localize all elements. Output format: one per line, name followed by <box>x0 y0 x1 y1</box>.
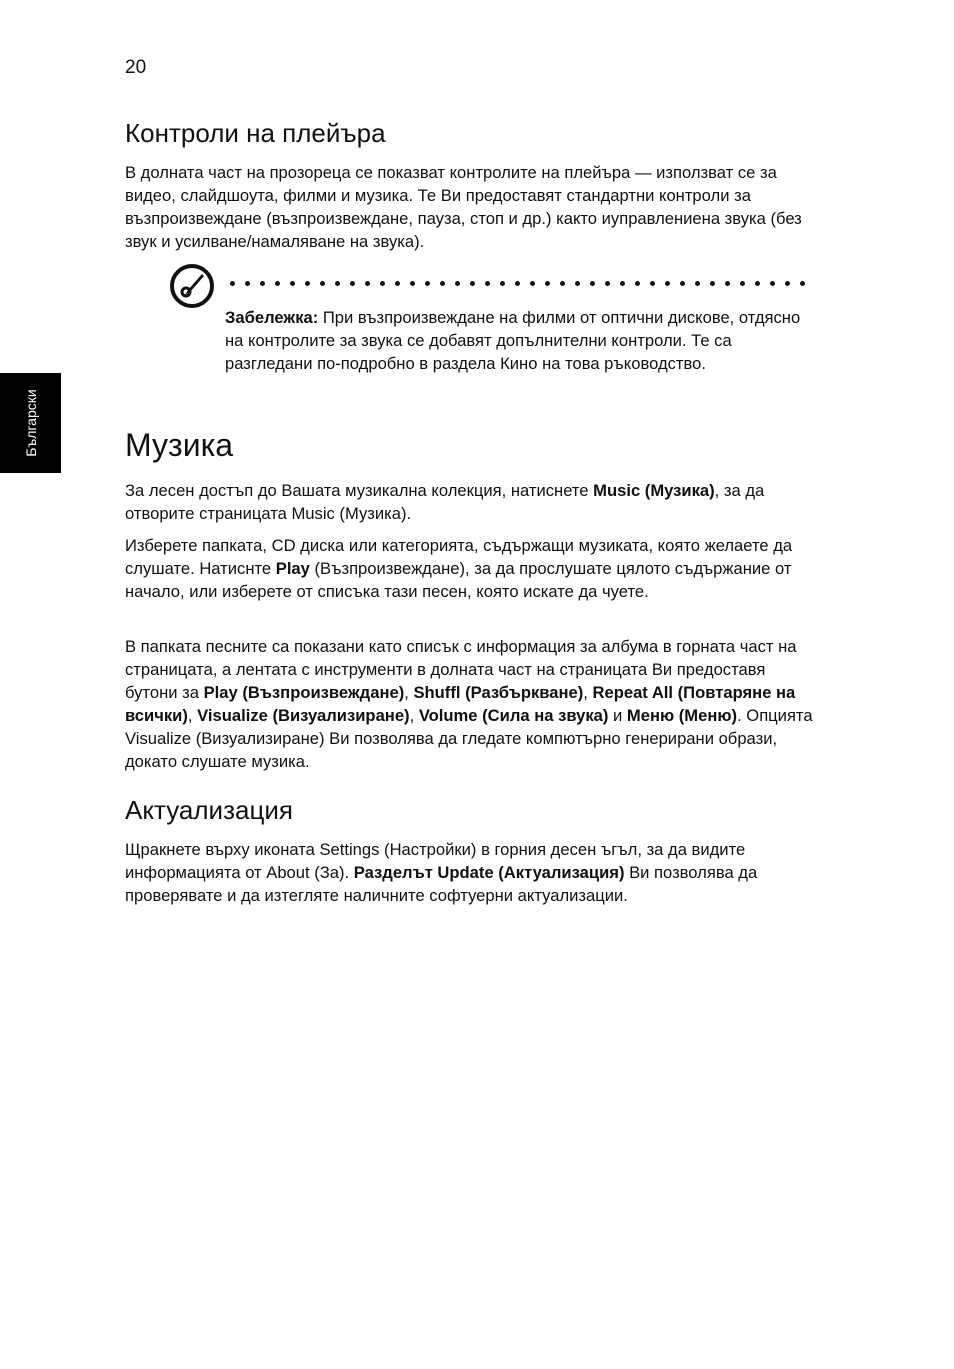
text: , <box>187 706 198 725</box>
text: За лесен достъп до Вашата музикална колекция, натиснете <box>125 481 594 500</box>
para-music-2 <box>125 534 815 603</box>
heading-update: Актуализация <box>125 795 293 825</box>
bold-text: Play (Възпроизвеждане) <box>203 683 405 702</box>
text: В папката песните са показани като списък с информация за албума в горната част на страницата, а лентата с инструменти в долната част на страницата Ви предоставя бутони за <box>125 637 797 702</box>
para-update <box>125 838 815 907</box>
bold-text: Play <box>275 559 310 578</box>
bold-text: Repeat All (Повтаряне на всички) <box>125 683 796 725</box>
bold-text: Shuffl (Разбъркване) <box>413 683 584 702</box>
bold-text: Разделът Update (Актуализация) <box>353 863 625 882</box>
note-body: При възпроизвеждане на филми от оптични дискове, отдясно на контролите за звука се добавят допълнителни контроли. Те са разгледани по-подробно в раздела Кино на това ръководство. <box>225 308 801 373</box>
note-divider <box>225 281 810 286</box>
note-label: Забележка: <box>225 308 319 327</box>
para-music-3 <box>125 635 815 773</box>
heading-player-controls: Контроли на плейъра <box>125 118 386 148</box>
para-player-controls: В долната част на прозореца се показват контролите на плейъра — използват се за видео, слайдшоута, филми и музика. Те Ви предоставят стандартни контроли за възпроизвеждане (възпроизвеждане, пауза, стоп и др.) както иуправлениена звука (без звук и усилване/намаляване на звука). <box>125 163 802 251</box>
text: . Опцията Visualize (Визуализиране) Ви позволява да гледате компютърно генерирани образи, докато слушате музика. <box>125 706 813 771</box>
text: Щракнете върху иконата Settings (Настройки) в горния десен ъгъл, за да видите информацията от About (За). <box>125 840 746 882</box>
text: , за да отворите страницата Music (Музика). <box>125 481 765 523</box>
bold-text: Music (Музика) <box>593 481 715 500</box>
text: , <box>409 706 419 725</box>
bold-text: Volume (Сила на звука) <box>418 706 609 725</box>
note-pen-icon <box>168 262 216 310</box>
text: , <box>404 683 414 702</box>
note-text <box>225 306 815 375</box>
text: Изберете папката, CD диска или категорията, съдържащи музиката, която желаете да слушате. Натиснте <box>125 536 793 578</box>
text: и <box>608 706 627 725</box>
language-tab-label: Български <box>22 389 39 457</box>
text: (Възпроизвеждане), за да прослушате цялото съдържание от начало, или изберете от списъка тази песен, която искате да чуете. <box>125 559 792 601</box>
para-music-1 <box>125 479 815 525</box>
bold-text: Visualize (Визуализиране) <box>197 706 410 725</box>
heading-music: Музика <box>125 427 234 463</box>
language-tab <box>0 373 61 473</box>
text: Ви позволява да проверявате и да изтегляте наличните софтуерни актуализации. <box>125 863 758 905</box>
bold-text: Меню (Меню) <box>626 706 738 725</box>
page-number: 20 <box>125 57 147 78</box>
text: , <box>583 683 593 702</box>
